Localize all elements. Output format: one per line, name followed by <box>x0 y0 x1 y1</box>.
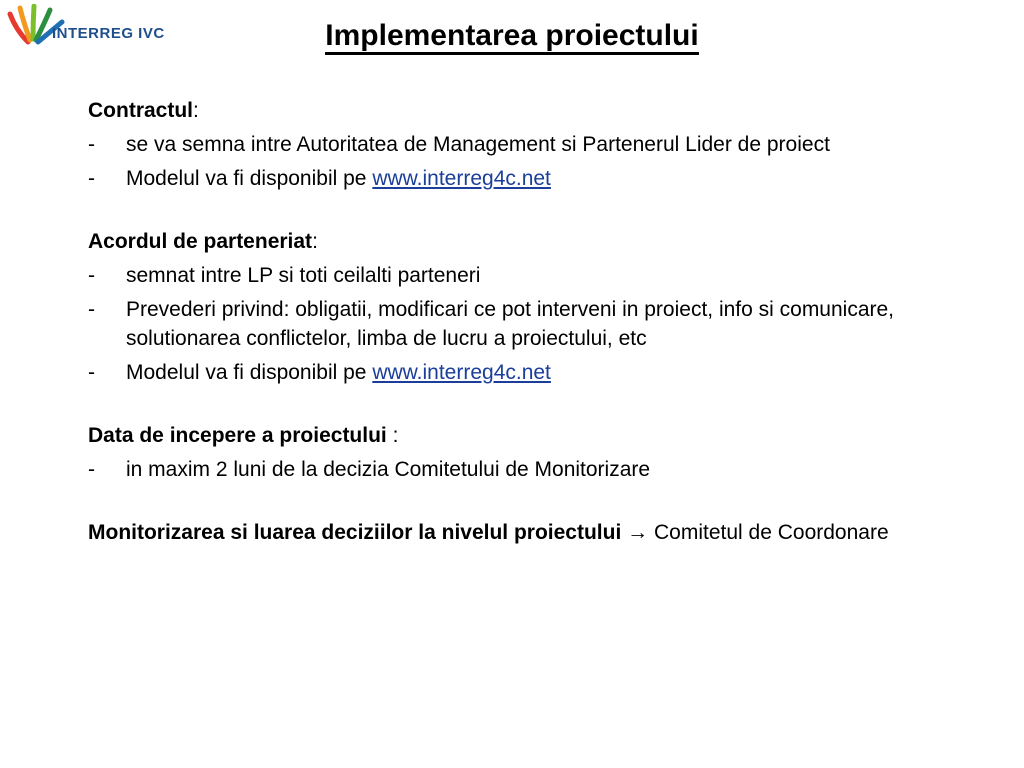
contract-bullet-1-text: se va semna intre Autoritatea de Management si Partenerul Lider de proiect <box>126 133 830 156</box>
data-bullet-1-text: in maxim 2 luni de la decizia Comitetului de Monitorizare <box>126 458 651 481</box>
arrow-right-icon: → <box>627 521 649 544</box>
data-colon: : <box>386 424 399 447</box>
acord-heading-text: Acordul de parteneriat <box>88 230 313 253</box>
bullet-dash: - <box>88 167 95 190</box>
bullet-dash: - <box>88 361 95 384</box>
contract-bullet-2-text: Modelul va fi disponibil pe <box>126 167 373 190</box>
page-title-text: Implementarea proiectului <box>325 19 698 55</box>
data-heading <box>88 421 948 450</box>
contract-heading-text: Contractul <box>88 99 193 122</box>
acord-heading <box>88 227 948 256</box>
acord-bullet-2 <box>88 295 948 353</box>
acord-bullet-1-text: semnat intre LP si toti ceilalti parteneri <box>126 264 481 287</box>
bullet-dash: - <box>88 264 95 287</box>
acord-colon: : <box>312 230 318 253</box>
interreg-link[interactable]: www.interreg4c.net <box>372 167 551 190</box>
interreg-link[interactable]: www.interreg4c.net <box>372 361 551 384</box>
bullet-dash: - <box>88 298 95 321</box>
monitor-heading-text: Monitorizarea si luarea deciziilor la nivelul proiectului <box>88 521 622 544</box>
acord-bullet-3-text: Modelul va fi disponibil pe <box>126 361 373 384</box>
data-bullet-1 <box>88 455 948 484</box>
contract-colon: : <box>193 99 199 122</box>
data-heading-text: Data de incepere a proiectului <box>88 424 387 447</box>
page-title <box>0 18 1024 54</box>
monitor-paragraph <box>88 518 948 547</box>
logo-text: INTERREG IVC <box>52 25 165 42</box>
monitor-rest-text: Comitetul de Coordonare <box>654 521 889 544</box>
slide-content <box>88 96 948 547</box>
contract-bullet-1 <box>88 130 948 159</box>
bullet-dash: - <box>88 133 95 156</box>
bullet-dash: - <box>88 458 95 481</box>
acord-bullet-2-text: Prevederi privind: obligatii, modificari ce pot interveni in proiect, info si comunicare, solutionarea conflictelor, limba de lucru a proiectului, etc <box>126 298 895 350</box>
acord-bullet-1 <box>88 261 948 290</box>
contract-bullet-2 <box>88 164 948 193</box>
acord-bullet-3 <box>88 358 948 387</box>
contract-heading <box>88 96 948 125</box>
